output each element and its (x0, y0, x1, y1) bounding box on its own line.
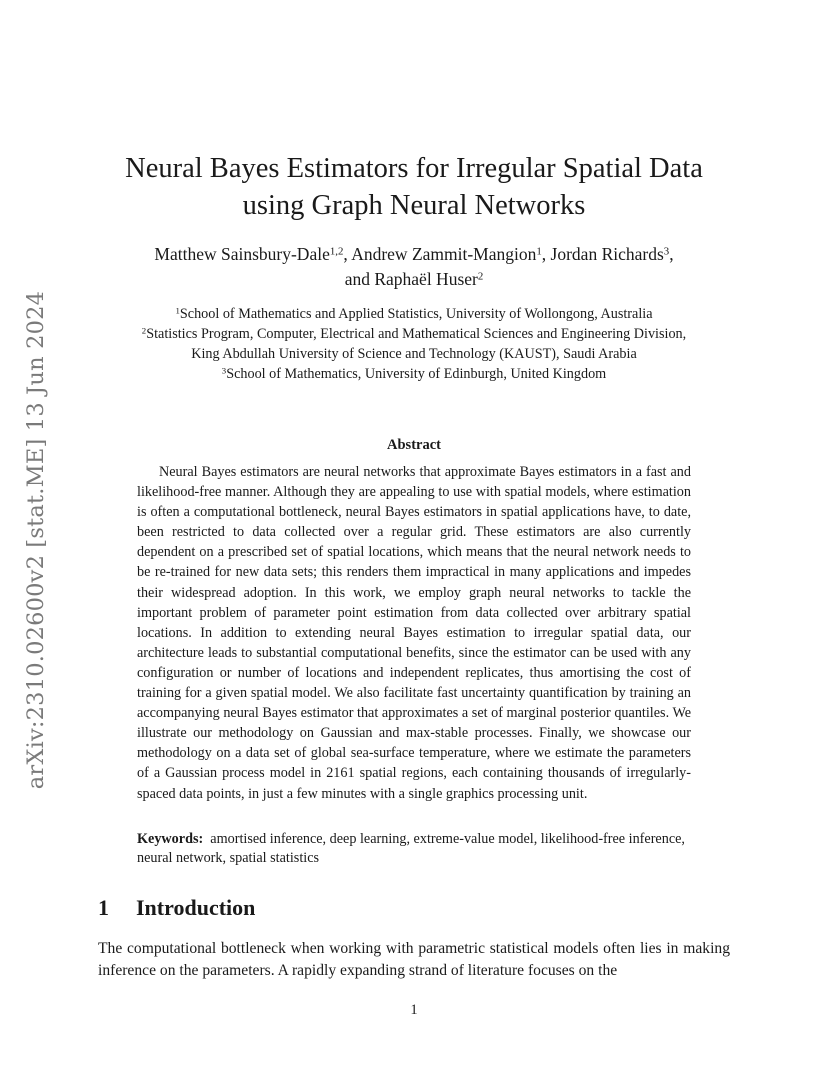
paper-title-line-1: Neural Bayes Estimators for Irregular Spatial Data (125, 153, 703, 184)
section-title: Introduction (136, 895, 256, 920)
affiliation-list (0, 304, 828, 384)
author-name: Matthew Sainsbury-Dale (154, 244, 330, 264)
affiliation-text: King Abdullah University of Science and Technology (KAUST), Saudi Arabia (191, 346, 637, 362)
author-line-1 (0, 242, 828, 267)
keywords-label: Keywords: (137, 831, 204, 847)
author-affiliation-mark: 1,2 (329, 245, 344, 258)
section-number: 1 (98, 895, 109, 920)
affiliation-item (0, 344, 828, 364)
affiliation-mark: 2 (141, 325, 147, 336)
section-heading (98, 895, 255, 921)
author-affiliation-mark: 2 (477, 270, 484, 283)
keywords-block (137, 830, 697, 868)
abstract-heading: Abstract (387, 437, 441, 453)
arxiv-identifier-text: arXiv:2310.02600v2 [stat.ME] 13 Jun 2024 (23, 290, 49, 790)
author-name: and Raphaël Huser (344, 269, 478, 289)
introduction-paragraph: The computational bottleneck when working with parametric statistical models often lies in making inference on the parameters. A rapidly expanding strand of literature focuses on the (98, 940, 730, 979)
affiliation-item (0, 304, 828, 324)
affiliation-text: Statistics Program, Computer, Electrical and Mathematical Sciences and Engineering Division, (146, 326, 687, 342)
author-affiliation-mark: 3 (663, 245, 670, 258)
author-separator: , (343, 244, 352, 264)
affiliation-item (0, 324, 828, 344)
affiliation-mark: 1 (175, 305, 180, 316)
author-affiliation-mark: 1 (536, 245, 542, 258)
abstract-text: Neural Bayes estimators are neural networks that approximate Bayes estimators in a fast and likelihood-free manner. Although they are appealing to use with spatial models, where estimation is often a computational bottleneck, neural Bayes estimators in spatial applications have, to date, been restricted to data collected over a regular grid. These estimators are also currently dependent on a prescribed set of spatial locations, which means that the neural network needs to be re-trained for new data sets; this renders them impractical in many applications and impedes their widespread adoption. In this work, we employ graph neural networks to tackle the important problem of parameter point estimation from data collected over arbitrary spatial locations. In addition to extending neural Bayes estimation to irregular spatial data, our architecture leads to substantial computational benefits, since the estimator can be used with any configuration or number of locations and independent replicates, thus amortising the cost of training for a given spatial model. We also facilitate fast uncertainty quantification by training an accompanying neural Bayes estimator that approximates a set of marginal posterior quantiles. We illustrate our methodology on Gaussian and max-stable processes. Finally, we showcase our methodology on a data set of global sea-surface temperature, where we estimate the parameters of a Gaussian process model in 2161 spatial regions, each containing thousands of irregularly-spaced data points, in just a few minutes with a single graphics processing unit. (137, 464, 691, 802)
paper-title (0, 150, 828, 224)
affiliation-mark: 3 (221, 365, 227, 376)
author-name: Andrew Zammit-Mangion (351, 244, 537, 264)
paper-title-line-2: using Graph Neural Networks (242, 190, 586, 221)
affiliation-text: School of Mathematics and Applied Statistics, University of Wollongong, Australia (179, 306, 653, 322)
keywords-text: amortised inference, deep learning, extreme-value model, likelihood-free inference, neural network, spatial statistics (137, 831, 685, 866)
author-list (0, 242, 828, 292)
affiliation-text: School of Mathematics, University of Edinburgh, United Kingdom (226, 366, 607, 382)
author-separator: , (669, 244, 674, 264)
author-line-2 (0, 267, 828, 292)
author-separator: , (541, 244, 551, 264)
author-name: Jordan Richards (550, 244, 664, 264)
affiliation-item (0, 364, 828, 384)
page-number: 1 (410, 1002, 418, 1018)
